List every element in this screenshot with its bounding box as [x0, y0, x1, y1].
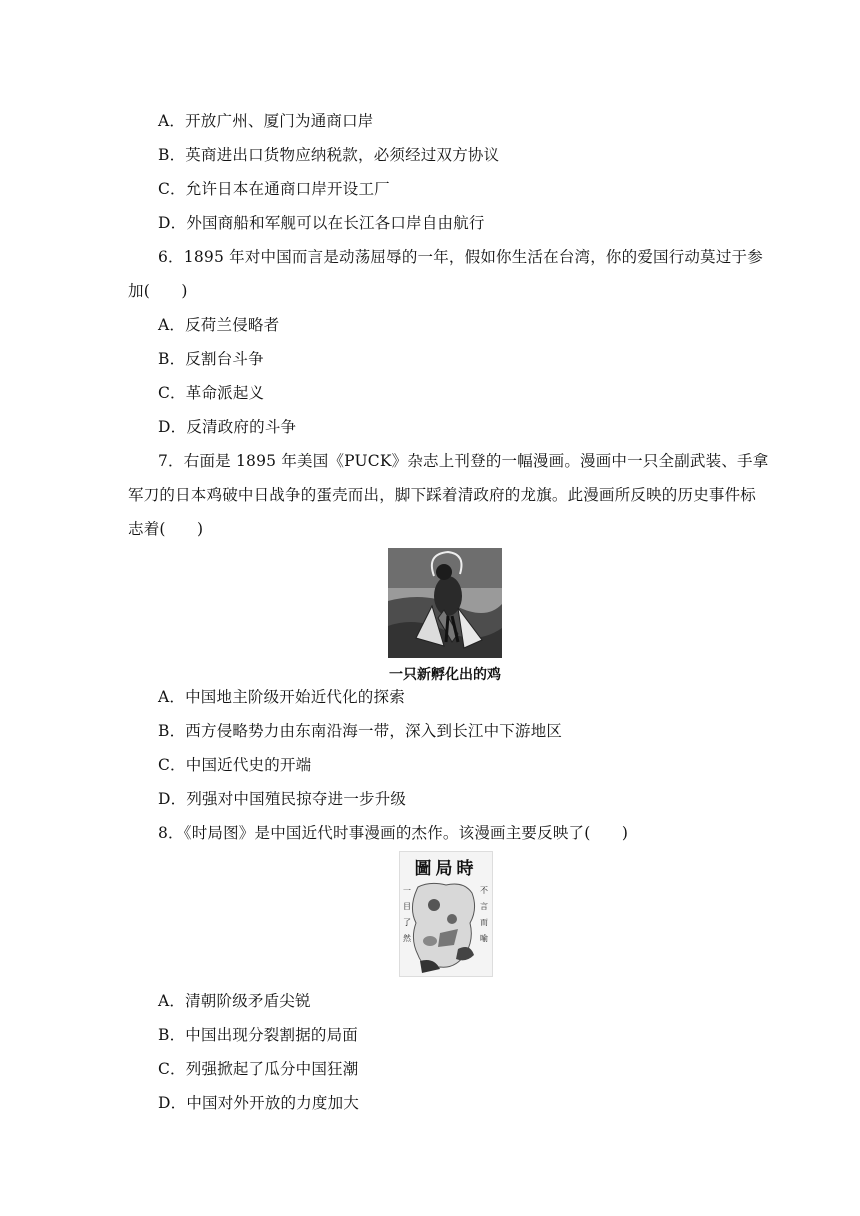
svg-text:不: 不: [480, 886, 488, 895]
q6-option-c: C．革命派起义: [158, 384, 265, 402]
q7-option-d: D．列强对中国殖民掠夺进一步升级: [158, 790, 407, 808]
svg-text:然: 然: [403, 934, 411, 943]
q8-shijutu-figure: [399, 851, 493, 977]
q6-option-a: A．反荷兰侵略者: [158, 316, 280, 334]
svg-text:喻: 喻: [480, 934, 488, 943]
q7-cartoon-figure: [386, 546, 504, 683]
q8-option-c: C．列强掀起了瓜分中国狂潮: [158, 1060, 359, 1078]
q7-option-c: C．中国近代史的开端: [158, 756, 312, 774]
chicken-cartoon-image: [386, 546, 504, 658]
q7-option-b: B．西方侵略势力由东南沿海一带，深入到长江中下游地区: [158, 722, 563, 740]
q8-option-a: A．清朝阶级矛盾尖锐: [158, 992, 311, 1010]
q8-option-d: D．中国对外开放的力度加大: [158, 1094, 360, 1112]
q6-stem-line2: 加( ): [128, 282, 188, 300]
q8-stem-line1: 8．《时局图》是中国近代时事漫画的杰作。该漫画主要反映了( ): [158, 824, 629, 842]
q6-stem-line1: 6．1895 年对中国而言是动荡屈辱的一年，假如你生活在台湾，你的爱国行动莫过于参: [158, 248, 763, 266]
q7-stem-line3: 志着( ): [128, 520, 204, 538]
svg-text:而: 而: [480, 918, 488, 927]
shijutu-map-image: [400, 879, 492, 977]
q7-stem-line2: 军刀的日本鸡破中日战争的蛋壳而出，脚下踩着清政府的龙旗。此漫画所反映的历史事件标: [128, 486, 757, 504]
svg-text:了: 了: [403, 918, 411, 927]
q7-option-a: A．中国地主阶级开始近代化的探索: [158, 688, 405, 706]
q6-option-b: B．反割台斗争: [158, 350, 264, 368]
svg-text:目: 目: [403, 902, 411, 911]
q5-option-a: A．开放广州、厦门为通商口岸: [158, 112, 374, 130]
q7-stem-line1: 7．右面是 1895 年美国《PUCK》杂志上刊登的一幅漫画。漫画中一只全副武装、手拿: [158, 452, 769, 470]
q7-figure-caption: 一只新孵化出的鸡: [389, 667, 501, 683]
q8-figure-title: 圖局時: [414, 859, 478, 879]
q6-option-d: D．反清政府的斗争: [158, 418, 297, 436]
q8-option-b: B．中国出现分裂割据的局面: [158, 1026, 358, 1044]
svg-text:言: 言: [480, 902, 488, 911]
q5-option-c: C．允许日本在通商口岸开设工厂: [158, 180, 390, 198]
q5-option-d: D．外国商船和军舰可以在长江各口岸自由航行: [158, 214, 485, 232]
svg-text:一: 一: [403, 886, 411, 895]
q5-option-b: B．英商进出口货物应纳税款，必须经过双方协议: [158, 146, 500, 164]
